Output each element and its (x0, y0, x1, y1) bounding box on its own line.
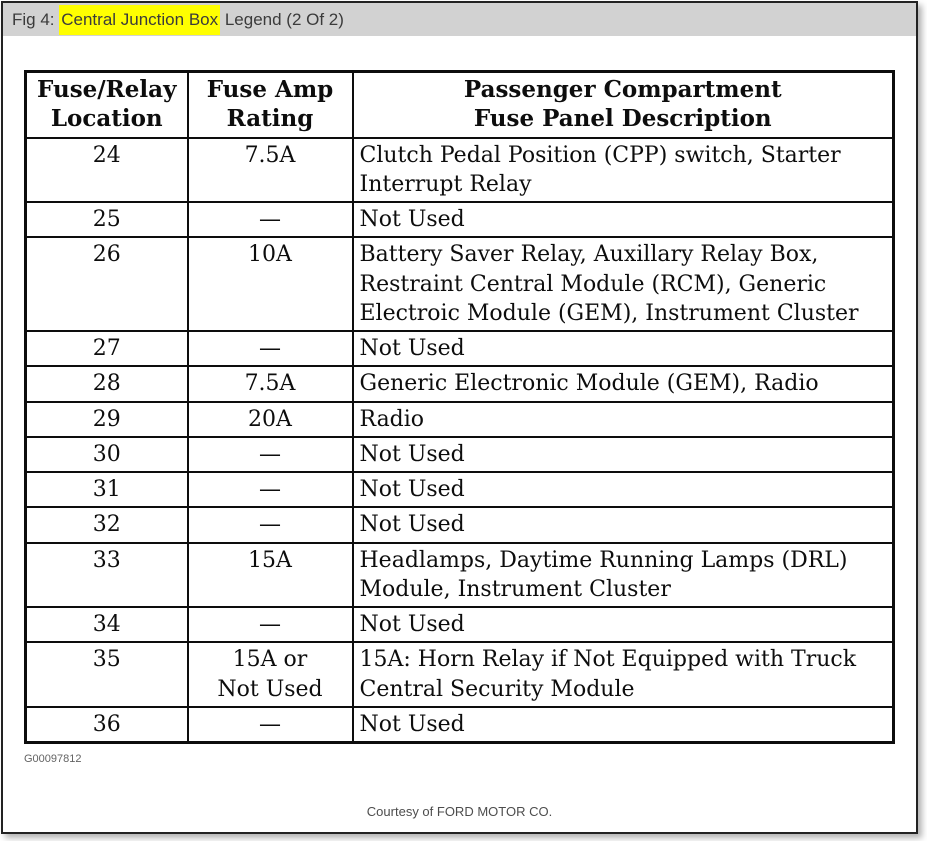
figure-caption-suffix: Legend (2 Of 2) (220, 9, 344, 29)
fuse-location-cell: 24 (26, 138, 188, 203)
figure-caption-prefix: Fig 4: (12, 9, 60, 29)
fuse-rating-cell (188, 437, 353, 472)
table-row (26, 507, 894, 542)
header-panel-description (353, 72, 894, 138)
fuse-location-cell: 33 (26, 543, 188, 608)
fuse-rating-value: — (259, 711, 281, 737)
table-row (26, 366, 894, 401)
table-row (26, 331, 894, 366)
fuse-table-header-row (26, 72, 894, 138)
fuse-rating-cell (188, 237, 353, 331)
header-fuse-amp-rating (188, 72, 353, 138)
header-fuse-relay-location (26, 72, 188, 138)
fuse-location-cell: 26 (26, 237, 188, 331)
fuse-location-cell: 27 (26, 331, 188, 366)
figure-id-label: G00097812 (24, 753, 82, 765)
fuse-description-cell: Radio (353, 402, 894, 437)
figure-caption-highlight: Central Junction Box (59, 5, 220, 35)
fuse-description-cell: 15A: Horn Relay if Not Equipped with Truck Central Security Module (353, 642, 894, 707)
table-row (26, 543, 894, 608)
fuse-description-cell: Not Used (353, 707, 894, 743)
fuse-location-cell: 34 (26, 607, 188, 642)
fuse-description-cell: Not Used (353, 607, 894, 642)
fuse-description-cell: Battery Saver Relay, Auxillary Relay Box, Restraint Central Module (RCM), Generic Electroic Module (GEM), Instrument Cluster (353, 237, 894, 331)
fuse-rating-cell (188, 607, 353, 642)
fuse-rating-value: 15A or Not Used (217, 647, 323, 702)
fuse-description-cell: Not Used (353, 437, 894, 472)
fuse-rating-value: — (259, 207, 281, 232)
fuse-rating-cell (188, 402, 353, 437)
fuse-location-cell: 30 (26, 437, 188, 472)
fuse-rating-cell (188, 138, 353, 203)
table-row (26, 607, 894, 642)
fuse-rating-value: 15A (248, 547, 292, 573)
fuse-rating-cell (188, 707, 353, 743)
fuse-description-cell: Not Used (353, 331, 894, 366)
fuse-description-cell: Headlamps, Daytime Running Lamps (DRL) Module, Instrument Cluster (353, 543, 894, 608)
fuse-rating-cell (188, 366, 353, 401)
fuse-location-cell: 29 (26, 402, 188, 437)
table-row (26, 202, 894, 237)
fuse-rating-cell (188, 202, 353, 237)
fuse-rating-value: 7.5A (244, 142, 296, 168)
fuse-location-cell: 31 (26, 472, 188, 507)
header-location-line2: Location (50, 104, 163, 132)
fuse-table-body (26, 138, 894, 743)
fuse-rating-value: 7.5A (244, 371, 296, 397)
fuse-rating-cell (188, 331, 353, 366)
fuse-location-cell: 25 (26, 202, 188, 237)
fuse-table-head (26, 72, 894, 138)
header-rating-line2: Rating (226, 104, 314, 132)
fuse-rating-value: — (259, 336, 281, 361)
fuse-description-cell: Clutch Pedal Position (CPP) switch, Starter Interrupt Relay (353, 138, 894, 203)
table-row (26, 707, 894, 743)
header-location-line1: Fuse/Relay (37, 76, 177, 103)
fuse-rating-value: 20A (248, 406, 292, 432)
fuse-rating-value: — (259, 441, 281, 467)
fuse-rating-cell (188, 642, 353, 707)
table-row (26, 642, 894, 707)
fuse-location-cell: 35 (26, 642, 188, 707)
fuse-table (24, 70, 895, 744)
fuse-location-cell: 32 (26, 507, 188, 542)
header-rating-line1: Fuse Amp (206, 76, 334, 103)
fuse-description-cell: Not Used (353, 202, 894, 237)
fuse-rating-value: 10A (248, 242, 292, 268)
fuse-description-cell: Generic Electronic Module (GEM), Radio (353, 366, 894, 401)
fuse-rating-value: — (259, 477, 281, 502)
header-description-line2: Fuse Panel Description (473, 104, 772, 132)
fuse-rating-value: — (259, 612, 281, 637)
header-description-line1: Passenger Compartment (463, 76, 782, 103)
fuse-rating-cell (188, 543, 353, 608)
fuse-location-cell: 28 (26, 366, 188, 401)
table-row (26, 402, 894, 437)
table-row (26, 237, 894, 331)
table-row (26, 472, 894, 507)
fuse-description-cell: Not Used (353, 472, 894, 507)
table-row (26, 437, 894, 472)
table-row (26, 138, 894, 203)
figure-caption-bar (3, 3, 916, 36)
fuse-rating-cell (188, 507, 353, 542)
fuse-rating-value: — (259, 512, 281, 538)
figure-frame (1, 1, 918, 834)
fuse-location-cell: 36 (26, 707, 188, 743)
courtesy-note: Courtesy of FORD MOTOR CO. (366, 804, 553, 819)
fuse-description-cell: Not Used (353, 507, 894, 542)
fuse-rating-cell (188, 472, 353, 507)
fuse-table-container (24, 70, 916, 744)
